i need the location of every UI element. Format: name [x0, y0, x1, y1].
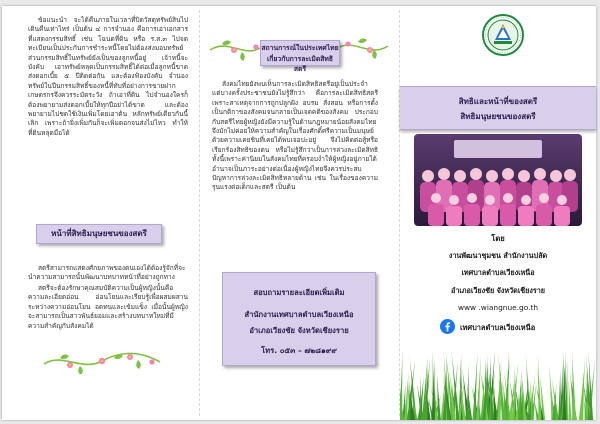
brochure-title-banner: [400, 86, 596, 130]
thailand-situation-banner: [260, 40, 340, 73]
by-label: โดย: [491, 234, 505, 243]
tri-fold-brochure: [2, 6, 596, 420]
website-link[interactable]: www .wiangnue.go.th: [457, 303, 539, 312]
banner-line-1: สถานการณ์ในประเทศไทย: [261, 44, 339, 52]
decorative-vine-icon: [42, 348, 162, 374]
contact-phone: โทร. ๐๕๓ – ๗๒๘๑๙๙: [261, 346, 337, 355]
org-municipality: เทศบาลตำบลเวียงเหนือ: [461, 268, 535, 277]
brochure-title-line-1: สิทธิและหน้าที่ของสตรี: [458, 97, 538, 106]
women-potential-paragraph: สตรีสามารถแสดงศักยภาพของตนเองได้ต้องรู้จักที่จะนำความสามารถนั้นพัฒนาบทบาทหน้าที่อย่างถูกทาง: [28, 264, 186, 282]
right-panel: [400, 6, 596, 420]
contact-district: อำเภอเวียงชัย จังหวัดเชียงราย: [249, 326, 349, 335]
org-district: อำเภอเวียงชัย จังหวัดเชียงราย: [451, 286, 545, 295]
middle-panel: [200, 6, 398, 420]
brochure-title-line-2: สิทธิมนุษยชนของสตรี: [460, 112, 536, 121]
banner-line-2: เกี่ยวกับการละเมิดสิทธิสตรี: [266, 54, 334, 73]
org-unit: งานพัฒนาชุมชน สำนักงานปลัด: [448, 251, 548, 260]
women-qualities-paragraph: สตรีจะต้องรักษาคุณสมบัติความเป็นผู้หญิงนั้นคือ ความละเอียดอ่อน อ่อนโยนและเรียบรู้เพื่อผสมผสานระหว่างความอ่อนโยน อดทนและเข้มแข็ง เมื่อนั้นผู้หญิงจะสามารถเป็นสาวพันธ์ยอมและสร้างบทบาทใหม่ที่มีความสำคัญกับสังคมได้: [28, 284, 188, 330]
facebook-link[interactable]: [440, 319, 590, 335]
facebook-icon: [440, 319, 455, 334]
contact-office: สำนักงานเทศบาลตำบลเวียงเหนือ: [244, 310, 354, 319]
women-duties-banner: หน้าที่สิทธิมนุษยชนของสตรี: [36, 224, 162, 244]
contact-info-box: [222, 272, 376, 366]
contact-heading: สอบถามรายละเอียดเพิ่มเติม: [253, 288, 345, 297]
left-panel: [2, 6, 198, 420]
land-mortgage-paragraph: ข้อแนะนำ จะได้คืนภายในเวลาที่ปิดวัสดุทรัพย์สินไปเดินคืนเท่าไหร่ เป็นต้น ๔ การจำนอง คือการเอาเอกสารที่แสดงกรรมสิทธิ์ เช่น โฉนดที่ดิน หรือ ร.ส.๓ ไปจดทะเบียนเป็นประกันการชำระหนี้โดยไม่ต้องส่งมอบทรัพย์ ส่วนกรรมสิทธิ์ในทรัพย์ยังเป็นของลูกหนี้อยู่ เจ้าหนี้จะบังคับ เอาทรัพย์หลุดเป็นกรรมสิทธิ์ได้ต่อเมื่อลูกหนี้ขาดส่งดอกเบี้ย ๕ ปีติดต่อกัน และต้องฟ้องบังคับ จำนอง ทรัพย์ในปีนกรรมสิทธิ์ของหนี้ที่ทับที่อย่างการขายฝาก เกษตรกรจึงควรระมัดระวัง ถ้าเอาที่ดิน ไปจำนองใครก็ต้องพยายามส่งดอกเบี้ยให้ทุกปีอย่าได้ขาด และต้องพยายามไปชดใช้เงินเพิ่มโดยเอาต้น หลักทรัพย์เดียวกันนี้เลิก เพราะถ้ายิ่งเพิ่มกันก็จะเพิ่มดอกจนส่งไม่ไหว ทำให้ที่ดินหลุดมือได้: [28, 16, 188, 137]
situation-paragraph: สังคมไทยยังพบเห็นการละเมิดสิทธิสตรีอยู่เป็นประจำ แต่บางครั้งประชาชนยังไม่รู้สึกว่า คือการละเมิดสิทธิสตรี เพราะสาเหตุจากการถูกปลูกฝัง อบรม สั่งสอน หรือการตั้งเป็นกติกาของสังคมจนกลายเป็นเจตคติของสังคม ประกอบกับสตรีไทยผู้หญิงยังมีความรู้ในด้านกฎหมายน้อยสังคมไทยจึงมักไม่ค่อยให้ความสำคัญในเรื่องศักดิ์ศรีความเป็นมนุษย์ด้วยความเคยชินที่เคยได้พบเจอปะอยู่ จึงไม่คิดต่อสู้หรือเรียกร้องสิทธิของตน หรือไม่รู้สึกว่าเป็นการล่วงละเมิดสิทธิ ทั้งนี้เพราะค่านิยมในสังคมไทยที่ครอบงำให้ผู้หญิงอยู่ภายใต้อำนาจเป็นภาระอย่างต่อเนื่องผู้หญิงไทยจึงควรประสบปัญหาการล่วงละเมิดสิทธิหลายด้าน เช่น ในเรื่องของความรุนแรงต่อเด็กและสตรี เป็นต้น: [212, 80, 378, 192]
municipality-seal-logo: [482, 14, 524, 56]
group-photo-women: [414, 134, 582, 226]
facebook-page-name: เทศบาลตำบลเวียงเหนือ: [460, 323, 536, 332]
decorative-grass-icon: [400, 342, 596, 420]
